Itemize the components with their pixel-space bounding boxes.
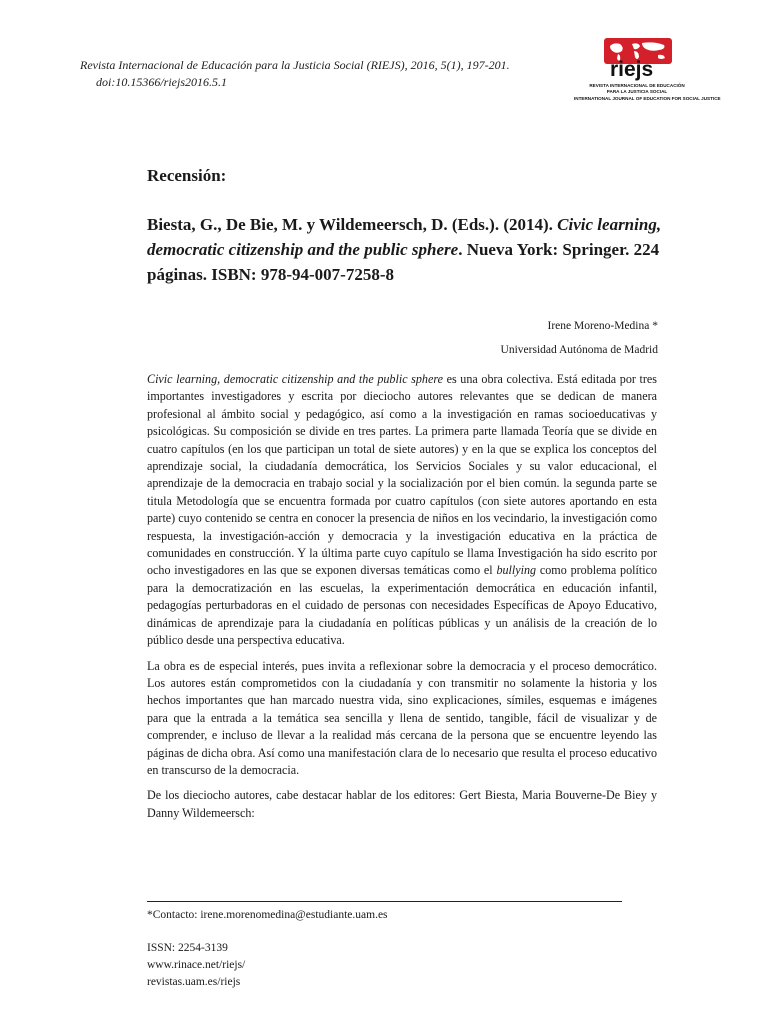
doi-text: doi:10.15366/riejs2016.5.1 xyxy=(96,75,227,89)
issn-text: ISSN: 2254-3139 xyxy=(147,942,228,954)
journal-citation xyxy=(80,57,550,91)
review-author: Irene Moreno-Medina * xyxy=(547,320,658,332)
footnote-divider xyxy=(147,901,622,902)
paragraph-2: La obra es de especial interés, pues invita a reflexionar sobre la democracia y el proceso democrático. Los autores están comprometidos con la ciudadanía y con transmitir no solamente la historia y los hechos importantes que han marcado nuestra vida, sino explicaciones, símiles, esquemas e imágenes para que la entrada a la temática sea sencilla y llena de sentido, tangible, fácil de visualizar y de comprender, e incluso de llevar a la realidad más cercana de la persona que se encuentre leyendo las páginas de dicha obra. Así como una manifestación clara de lo necesario que resulta el proceso educativo en transcurso de la democracia. xyxy=(147,658,657,777)
book-publication-info: . Nueva York: Springer. 224 páginas. ISBN: 978-94-007-7258-8 xyxy=(147,240,660,284)
logo-brand: riejs xyxy=(610,58,654,81)
paragraph-1-italic: Civic learning, democratic citizenship and the public sphere xyxy=(147,372,443,386)
book-authors: Biesta, G., De Bie, M. y Wildemeersch, D. (Eds.). (2014). xyxy=(147,215,553,234)
logo-line-1: REVISTA INTERNACIONAL DE EDUCACIÓN xyxy=(589,83,685,88)
journal-logo xyxy=(574,38,721,106)
citation-text: Revista Internacional de Educación para la Justicia Social (RIEJS), 2016, 5(1), 197-201. xyxy=(80,58,510,72)
paragraph-1-italic-2: bullying xyxy=(496,563,537,578)
journal-link-1[interactable]: www.rinace.net/riejs/ xyxy=(147,959,246,971)
paragraph-1-text-b: como problema político para la democratización en las escuelas, la experimentación democrática en educación infantil, pedagogías perturbadoras en el cuidado de personas con necesidades Específicas de Apoyo Educativo, dinámicas de aprendizaje para la ciudadanía en políticas públicas y un análisis de la creación de lo público desde una perspectiva educativa. xyxy=(147,563,657,648)
journal-link-2[interactable]: revistas.uam.es/riejs xyxy=(147,976,241,988)
author-affiliation: Universidad Autónoma de Madrid xyxy=(500,344,658,356)
paragraph-3: De los dieciocho autores, cabe destacar hablar de los editores: Gert Biesta, Maria Bouverne-De Biey y Danny Wildemeersch: xyxy=(147,788,657,820)
logo-line-2: PARA LA JUSTICIA SOCIAL xyxy=(606,89,668,94)
contact-footnote: *Contacto: irene.morenomedina@estudiante.uam.es xyxy=(147,909,388,921)
book-reference xyxy=(147,212,667,287)
book-title: Civic learning, democratic citizenship and the public sphere xyxy=(147,215,662,259)
review-body xyxy=(147,371,657,830)
logo-line-3: INTERNATIONAL JOURNAL OF EDUCATION FOR SOCIAL JUSTICE xyxy=(574,96,721,101)
section-title: Recensión: xyxy=(147,166,227,185)
paragraph-1 xyxy=(147,371,657,650)
paragraph-1-text-a: es una obra colectiva. Está editada por tres importantes investigadores y escrita por dieciocho autores relevantes que se dedican de manera profesional al ámbito social y pedagógico, así como a la investigación en ramas socioeducativas y psicológicas. Su composición se divide en tres partes. La primera parte llamada Teoría que se divide en cuatro capítulos (en los que participan un total de siete autores) y en la que se explica los conceptos del aprendizaje social, la ciudadanía democrática, los Servicios Sociales y su valor educacional, el aprendizaje de la democracia en trabajo social y la socialización por el bien común. la segunda parte se titula Metodología que se encuentra formada por cuatro capítulos (con siete autores aportando en esta parte) cuyo contenido se centra en conocer la presencia de niños en los vecindario, la investigación como respuesta, la investigación-acción y democracia y la investigación educativa en la práctica de comunidades en construcción. Y la última parte cuyo capítulo se llama Investigación ha sido escrito por ocho investigadores en las que se exponen diversas temáticas como el xyxy=(147,372,658,578)
journal-footer xyxy=(147,940,245,991)
